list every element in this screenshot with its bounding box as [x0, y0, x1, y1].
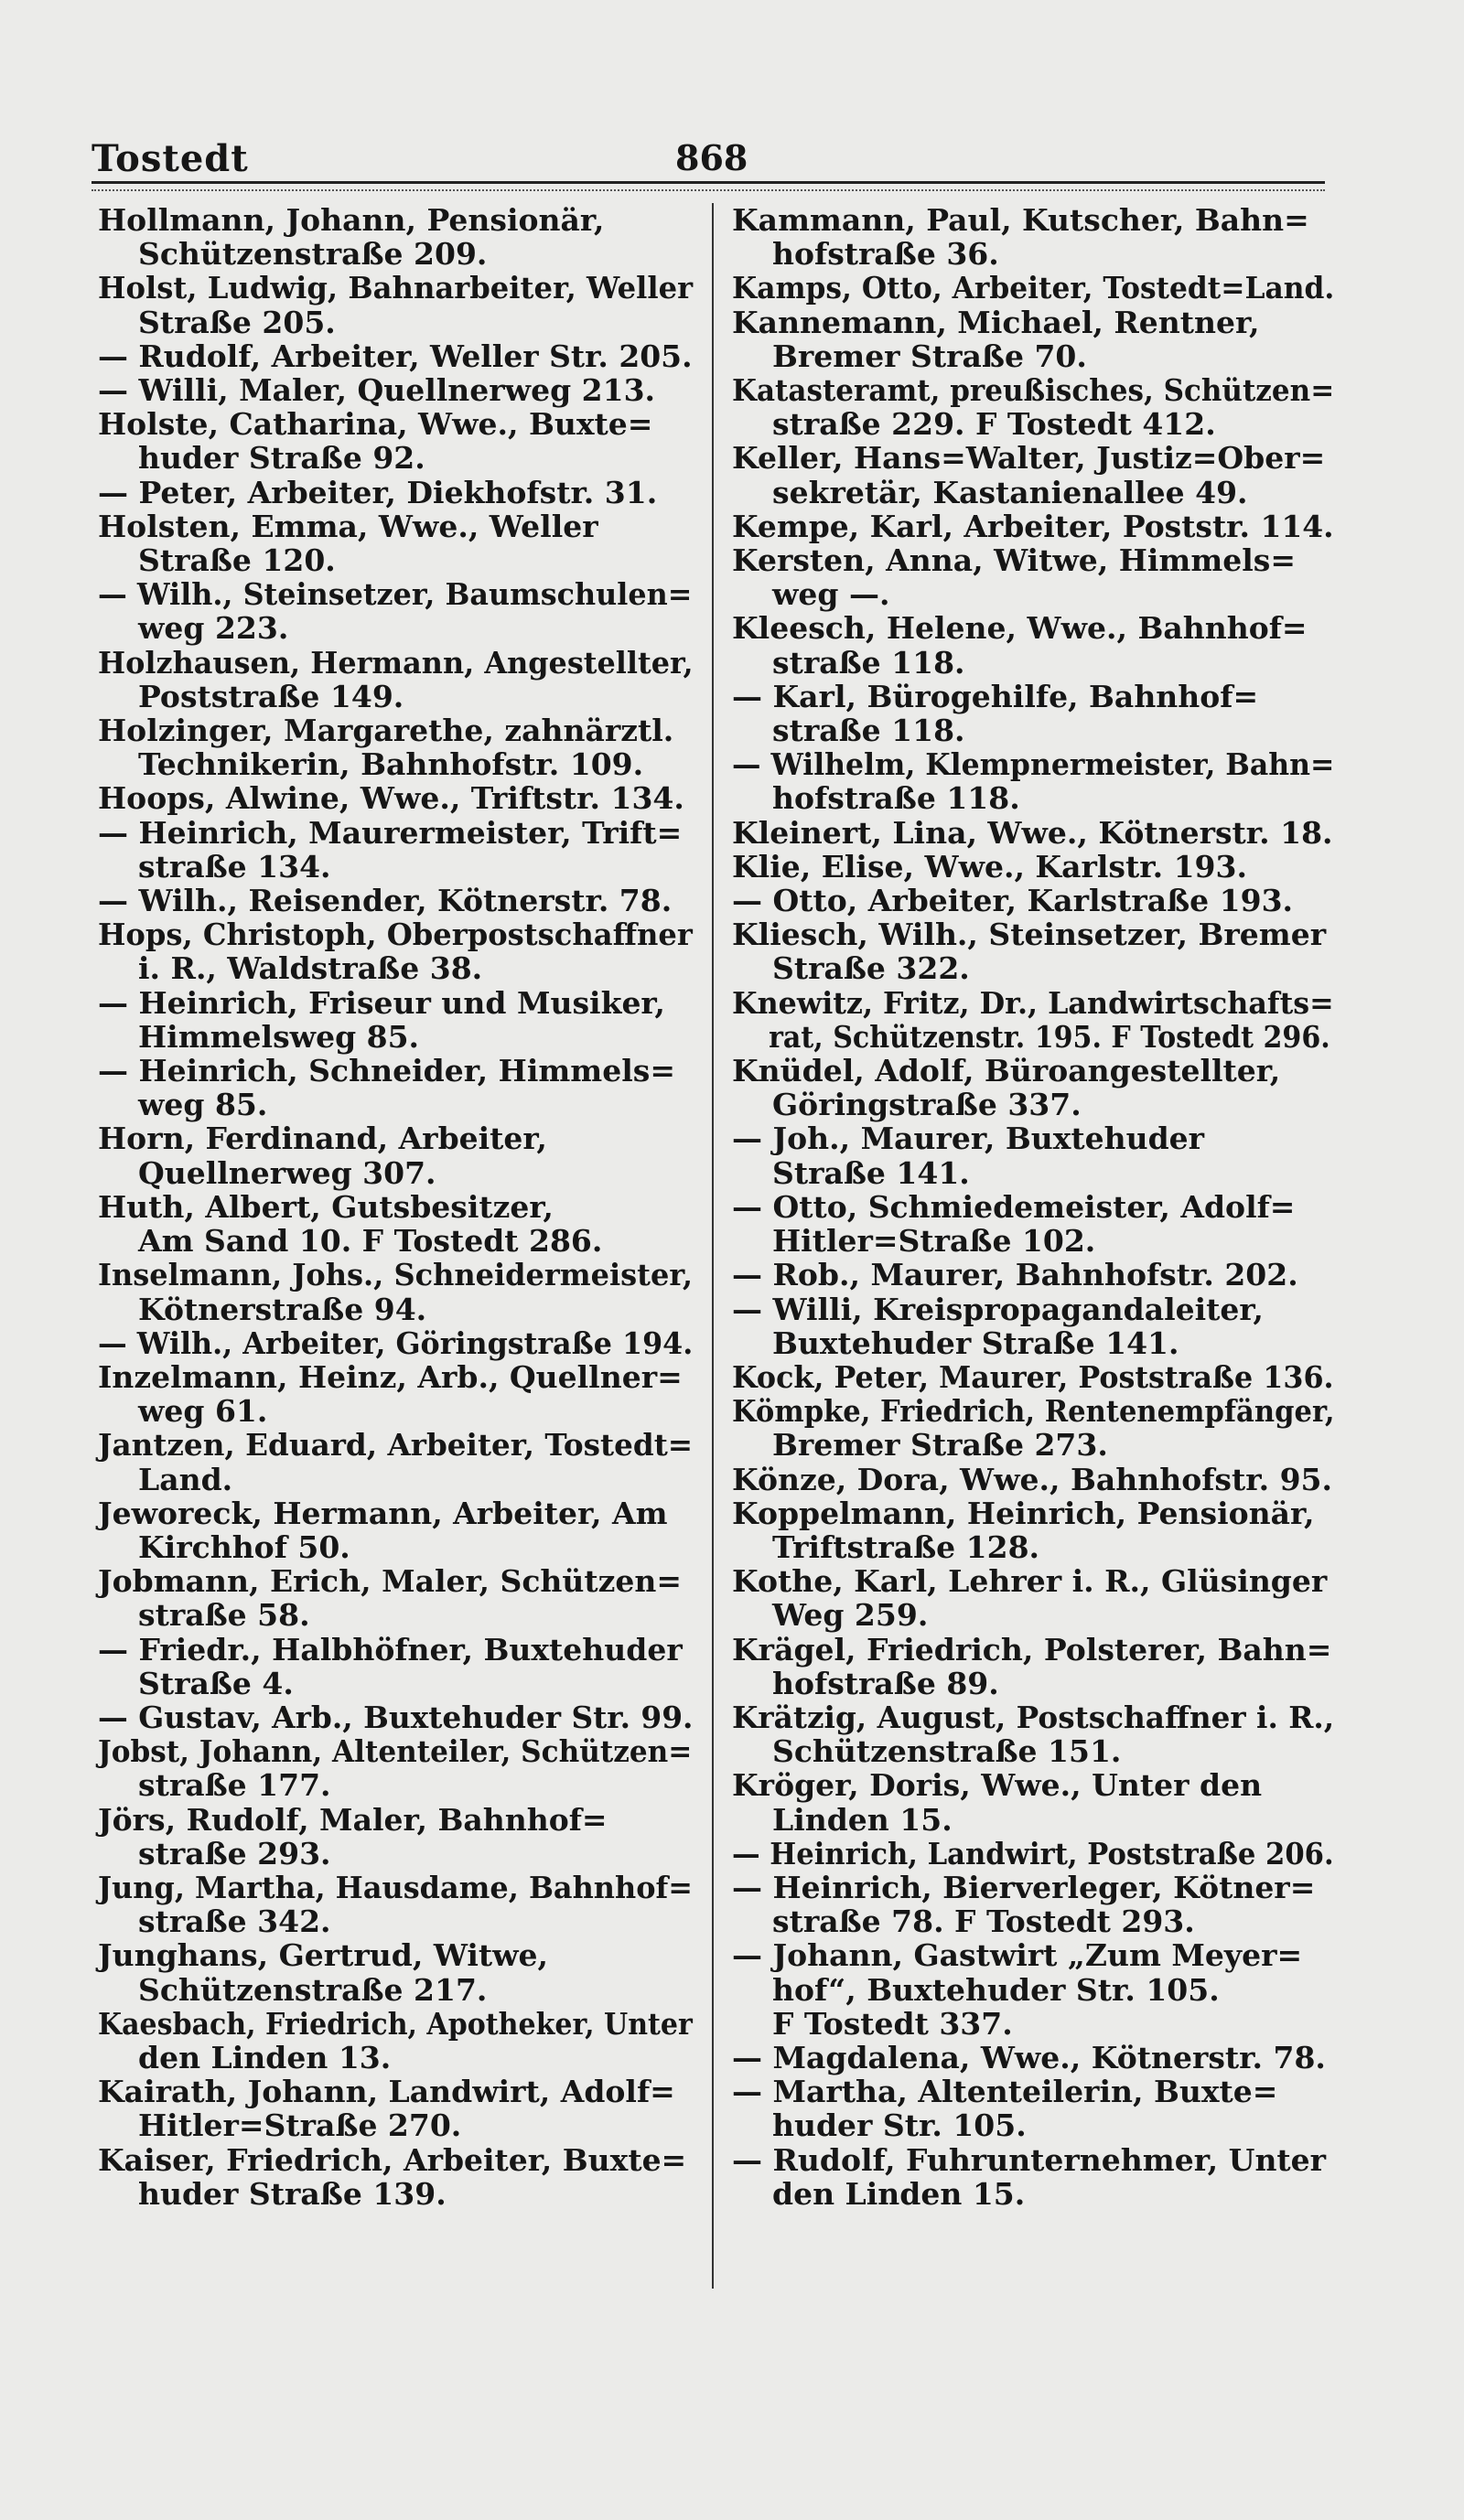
- entry-line: Straße 322.: [772, 950, 970, 987]
- directory-entry: [98, 577, 693, 645]
- entry-line: Kammann, Paul, Kutscher, Bahn=: [732, 202, 1309, 238]
- entry-line: Hoops, Alwine, Wwe., Triftstr. 134.: [98, 780, 684, 817]
- directory-entry: [732, 271, 1334, 305]
- entry-line: — Karl, Bürogehilfe, Bahnhof=: [732, 678, 1259, 714]
- entry-line: Quellnerweg 307.: [138, 1154, 436, 1191]
- entry-line: Kleesch, Helene, Wwe., Bahnhof=: [732, 610, 1308, 647]
- entry-line: Linden 15.: [772, 1801, 953, 1838]
- entry-line: den Linden 13.: [138, 2039, 392, 2075]
- entry-line: hofstraße 36.: [772, 236, 999, 273]
- entry-line: Kirchhof 50.: [138, 1528, 350, 1565]
- directory-entry: [732, 1054, 1334, 1121]
- entry-line: straße 177.: [138, 1767, 331, 1804]
- entry-line: — Wilh., Steinsetzer, Baumschulen=: [98, 576, 693, 613]
- directory-entry: [98, 476, 693, 509]
- directory-entry: [732, 611, 1334, 679]
- entry-line: Schützenstraße 209.: [138, 236, 488, 273]
- entry-line: Am Sand 10. F Tostedt 286.: [138, 1223, 603, 1260]
- directory-entry: [98, 2007, 693, 2075]
- running-head: Tostedt: [92, 137, 249, 180]
- entry-line: Kairath, Johann, Landwirt, Adolf=: [98, 2074, 675, 2110]
- entry-line: — Martha, Altenteilerin, Buxte=: [732, 2074, 1278, 2110]
- directory-entry: [732, 2143, 1334, 2211]
- entry-line: — Heinrich, Friseur und Musiker,: [98, 984, 665, 1021]
- entry-line: hofstraße 89.: [772, 1665, 999, 1701]
- directory-entry: [732, 1837, 1334, 1871]
- page-number: 868: [675, 137, 748, 178]
- right-column: [732, 203, 1334, 2211]
- directory-entry: [732, 2041, 1334, 2075]
- entry-line: Hitler=Straße 102.: [772, 1223, 1096, 1260]
- entry-line: Jantzen, Eduard, Arbeiter, Tostedt=: [98, 1427, 694, 1464]
- directory-entry: [98, 1121, 693, 1189]
- directory-entry: [732, 1258, 1334, 1292]
- entry-line: Kleinert, Lina, Wwe., Kötnerstr. 18.: [732, 814, 1333, 851]
- directory-entry: [98, 986, 693, 1054]
- directory-entry: [732, 441, 1334, 509]
- directory-entry: [732, 747, 1334, 815]
- entry-line: — Rudolf, Fuhrunternehmer, Unter: [732, 2141, 1327, 2178]
- directory-entry: [98, 509, 693, 577]
- directory-entry: [98, 1428, 693, 1496]
- entry-line: Kötnerstraße 94.: [138, 1291, 427, 1327]
- entry-line: Krägel, Friedrich, Polsterer, Bahn=: [732, 1631, 1332, 1667]
- header-rule: [92, 181, 1325, 184]
- directory-entry: [732, 1700, 1334, 1768]
- directory-entry: [732, 203, 1334, 271]
- entry-line: huder Straße 92.: [138, 440, 425, 477]
- entry-line: Holste, Catharina, Wwe., Buxte=: [98, 406, 653, 443]
- directory-entry: [732, 1121, 1334, 1189]
- entry-line: Krätzig, August, Postschaffner i. R.,: [732, 1699, 1335, 1735]
- directory-entry: [732, 1292, 1334, 1360]
- entry-line: straße 78. F Tostedt 293.: [772, 1903, 1195, 1940]
- directory-entry: [98, 713, 693, 781]
- entry-line: Bremer Straße 273.: [772, 1427, 1108, 1464]
- entry-line: rat, Schützenstr. 195. F Tostedt 296.: [769, 1018, 1330, 1055]
- entry-line: — Friedr., Halbhöfner, Buxtehuder: [98, 1631, 683, 1667]
- entry-line: Straße 120.: [138, 542, 336, 579]
- entry-line: Keller, Hans=Walter, Justiz=Ober=: [732, 440, 1326, 477]
- entry-line: Knüdel, Adolf, Büroangestellter,: [732, 1053, 1281, 1089]
- directory-entry: [732, 1938, 1334, 2041]
- directory-entry: [98, 2075, 693, 2142]
- directory-entry: [98, 1938, 693, 2006]
- entry-line: — Otto, Schmiedemeister, Adolf=: [732, 1188, 1296, 1225]
- entry-line: — Willi, Maler, Quellnerweg 213.: [98, 372, 656, 409]
- entry-line: Jobmann, Erich, Maler, Schützen=: [98, 1563, 683, 1600]
- directory-entry: [98, 1871, 693, 1938]
- entry-line: hof“, Buxtehuder Str. 105.: [772, 1971, 1220, 2008]
- entry-line: huder Straße 139.: [138, 2175, 447, 2212]
- entry-line: — Gustav, Arb., Buxtehuder Str. 99.: [98, 1699, 694, 1735]
- directory-entry: [98, 1190, 693, 1258]
- directory-entry: [732, 306, 1334, 373]
- entry-line: sekretär, Kastanienallee 49.: [772, 474, 1248, 510]
- entry-line: Kock, Peter, Maurer, Poststraße 136.: [732, 1358, 1334, 1395]
- entry-line: Jobst, Johann, Altenteiler, Schützen=: [98, 1733, 693, 1770]
- entry-line: hofstraße 118.: [772, 780, 1020, 817]
- entry-line: — Peter, Arbeiter, Diekhofstr. 31.: [98, 474, 658, 510]
- directory-entry: [732, 1463, 1334, 1496]
- entry-line: F Tostedt 337.: [772, 2005, 1013, 2042]
- entry-line: Schützenstraße 217.: [138, 1971, 488, 2008]
- entry-line: straße 342.: [138, 1903, 331, 1940]
- entry-line: weg —.: [772, 576, 890, 613]
- entry-line: Hitler=Straße 270.: [138, 2107, 462, 2144]
- entry-line: Poststraße 149.: [138, 678, 404, 714]
- entry-line: straße 134.: [138, 848, 331, 885]
- entry-line: Jeworeck, Hermann, Arbeiter, Am: [98, 1495, 668, 1531]
- directory-entry: [732, 1564, 1334, 1632]
- directory-entry: [98, 203, 693, 271]
- entry-line: — Johann, Gastwirt „Zum Meyer=: [732, 1937, 1303, 1974]
- directory-entry: [732, 917, 1334, 985]
- directory-entry: [732, 373, 1334, 441]
- entry-line: Jörs, Rudolf, Maler, Bahnhof=: [98, 1801, 608, 1838]
- directory-entry: [98, 271, 693, 338]
- entry-line: Weg 259.: [772, 1597, 929, 1634]
- directory-entry: [732, 2075, 1334, 2142]
- directory-entry: [732, 1394, 1334, 1462]
- entry-line: i. R., Waldstraße 38.: [138, 950, 483, 987]
- directory-entry: [732, 1496, 1334, 1564]
- directory-entry: [732, 1633, 1334, 1700]
- directory-entry: [98, 373, 693, 407]
- directory-entry: [98, 781, 693, 815]
- entry-line: — Magdalena, Wwe., Kötnerstr. 78.: [732, 2039, 1326, 2075]
- entry-line: Buxtehuder Straße 141.: [772, 1324, 1179, 1361]
- entry-line: Huth, Albert, Gutsbesitzer,: [98, 1188, 554, 1225]
- entry-line: Klie, Elise, Wwe., Karlstr. 193.: [732, 848, 1247, 885]
- entry-line: — Heinrich, Maurermeister, Trift=: [98, 814, 683, 851]
- entry-line: Technikerin, Bahnhofstr. 109.: [138, 746, 644, 783]
- directory-entry: [732, 1871, 1334, 1938]
- entry-line: Inzelmann, Heinz, Arb., Quellner=: [98, 1358, 683, 1395]
- entry-line: Inselmann, Johs., Schneidermeister,: [98, 1257, 694, 1293]
- directory-entry: [732, 850, 1334, 884]
- entry-line: Kaesbach, Friedrich, Apotheker, Unter: [98, 2005, 693, 2042]
- entry-line: — Rudolf, Arbeiter, Weller Str. 205.: [98, 338, 693, 374]
- directory-entry: [98, 1700, 693, 1734]
- entry-line: straße 293.: [138, 1835, 331, 1871]
- entry-line: weg 61.: [138, 1393, 268, 1430]
- entry-line: — Wilh., Arbeiter, Göringstraße 194.: [98, 1324, 694, 1361]
- entry-line: straße 58.: [138, 1597, 310, 1634]
- entry-line: Straße 4.: [138, 1665, 294, 1701]
- entry-line: — Heinrich, Schneider, Himmels=: [98, 1053, 675, 1089]
- directory-entry: [732, 1768, 1334, 1836]
- entry-line: Göringstraße 337.: [772, 1087, 1082, 1123]
- entry-line: — Otto, Arbeiter, Karlstraße 193.: [732, 883, 1294, 919]
- entry-line: huder Str. 105.: [772, 2107, 1027, 2144]
- entry-line: Könze, Dora, Wwe., Bahnhofstr. 95.: [732, 1461, 1333, 1497]
- directory-entry: [98, 407, 693, 475]
- entry-line: — Wilhelm, Klempnermeister, Bahn=: [732, 746, 1335, 783]
- entry-line: Bremer Straße 70.: [772, 338, 1087, 374]
- entry-line: — Rob., Maurer, Bahnhofstr. 202.: [732, 1257, 1298, 1293]
- entry-line: Schützenstraße 151.: [772, 1733, 1122, 1770]
- entry-line: straße 229. F Tostedt 412.: [772, 406, 1216, 443]
- directory-entry: [98, 816, 693, 884]
- entry-line: Kömpke, Friedrich, Rentenempfänger,: [732, 1393, 1335, 1430]
- entry-line: — Willi, Kreispropagandaleiter,: [732, 1291, 1264, 1327]
- directory-entry: [732, 1360, 1334, 1394]
- directory-entry: [98, 1326, 693, 1360]
- entry-line: Triftstraße 128.: [772, 1528, 1040, 1565]
- entry-line: Himmelsweg 85.: [138, 1018, 420, 1055]
- entry-line: Kamps, Otto, Arbeiter, Tostedt=Land.: [732, 270, 1335, 306]
- entry-line: Holst, Ludwig, Bahnarbeiter, Weller: [98, 270, 694, 306]
- entry-line: Jung, Martha, Hausdame, Bahnhof=: [98, 1869, 693, 1905]
- directory-entry: [98, 1803, 693, 1871]
- directory-entry: [98, 1360, 693, 1428]
- directory-entry: [732, 509, 1334, 543]
- entry-line: weg 223.: [138, 610, 289, 647]
- entry-line: Land.: [138, 1461, 233, 1497]
- left-column: [98, 203, 693, 2211]
- directory-entry: [732, 816, 1334, 850]
- header-rule-dotted: [92, 189, 1325, 191]
- entry-line: Kröger, Doris, Wwe., Unter den: [732, 1767, 1263, 1804]
- directory-entry: [98, 884, 693, 917]
- directory-entry: [732, 884, 1334, 917]
- entry-line: Holzinger, Margarethe, zahnärztl.: [98, 713, 674, 749]
- entry-line: — Heinrich, Bierverleger, Kötner=: [732, 1869, 1316, 1905]
- entry-line: — Heinrich, Landwirt, Poststraße 206.: [732, 1835, 1334, 1871]
- entry-line: Hops, Christoph, Oberpostschaffner: [98, 917, 693, 953]
- directory-entry: [98, 1258, 693, 1325]
- entry-line: Hollmann, Johann, Pensionär,: [98, 202, 605, 238]
- entry-line: Kannemann, Michael, Rentner,: [732, 304, 1260, 340]
- directory-entry: [98, 1633, 693, 1700]
- directory-entry: [98, 1734, 693, 1802]
- entry-line: Holzhausen, Hermann, Angestellter,: [98, 644, 694, 681]
- entry-line: — Joh., Maurer, Buxtehuder: [732, 1121, 1205, 1157]
- directory-entry: [732, 680, 1334, 747]
- directory-entry: [98, 646, 693, 713]
- directory-entry: [98, 2143, 693, 2211]
- entry-line: Kersten, Anna, Witwe, Himmels=: [732, 542, 1297, 579]
- entry-line: Holsten, Emma, Wwe., Weller: [98, 508, 598, 544]
- directory-entry: [98, 917, 693, 985]
- entry-line: Junghans, Gertrud, Witwe,: [98, 1937, 548, 1974]
- entry-line: straße 118.: [772, 644, 965, 681]
- entry-line: Knewitz, Fritz, Dr., Landwirtschafts=: [732, 984, 1334, 1021]
- entry-line: Horn, Ferdinand, Arbeiter,: [98, 1121, 547, 1157]
- entry-line: weg 85.: [138, 1087, 268, 1123]
- directory-entry: [98, 1496, 693, 1564]
- entry-line: Kaiser, Friedrich, Arbeiter, Buxte=: [98, 2141, 687, 2178]
- directory-entry: [732, 986, 1334, 1054]
- entry-line: — Wilh., Reisender, Kötnerstr. 78.: [98, 883, 673, 919]
- directory-entry: [98, 1054, 693, 1121]
- entry-line: den Linden 15.: [772, 2175, 1026, 2212]
- directory-entry: [732, 1190, 1334, 1258]
- entry-line: Kothe, Karl, Lehrer i. R., Glüsinger: [732, 1563, 1328, 1600]
- directory-entry: [98, 339, 693, 373]
- directory-entry: [98, 1564, 693, 1632]
- entry-line: Straße 205.: [138, 304, 336, 340]
- entry-line: Kempe, Karl, Arbeiter, Poststr. 114.: [732, 508, 1334, 544]
- entry-line: straße 118.: [772, 713, 965, 749]
- entry-line: Koppelmann, Heinrich, Pensionär,: [732, 1495, 1315, 1531]
- directory-entry: [732, 543, 1334, 611]
- column-divider: [712, 203, 714, 2289]
- entry-line: Kliesch, Wilh., Steinsetzer, Bremer: [732, 917, 1327, 953]
- entry-line: Straße 141.: [772, 1154, 970, 1191]
- page-header: [92, 137, 1325, 181]
- entry-line: Katasteramt, preußisches, Schützen=: [732, 372, 1335, 409]
